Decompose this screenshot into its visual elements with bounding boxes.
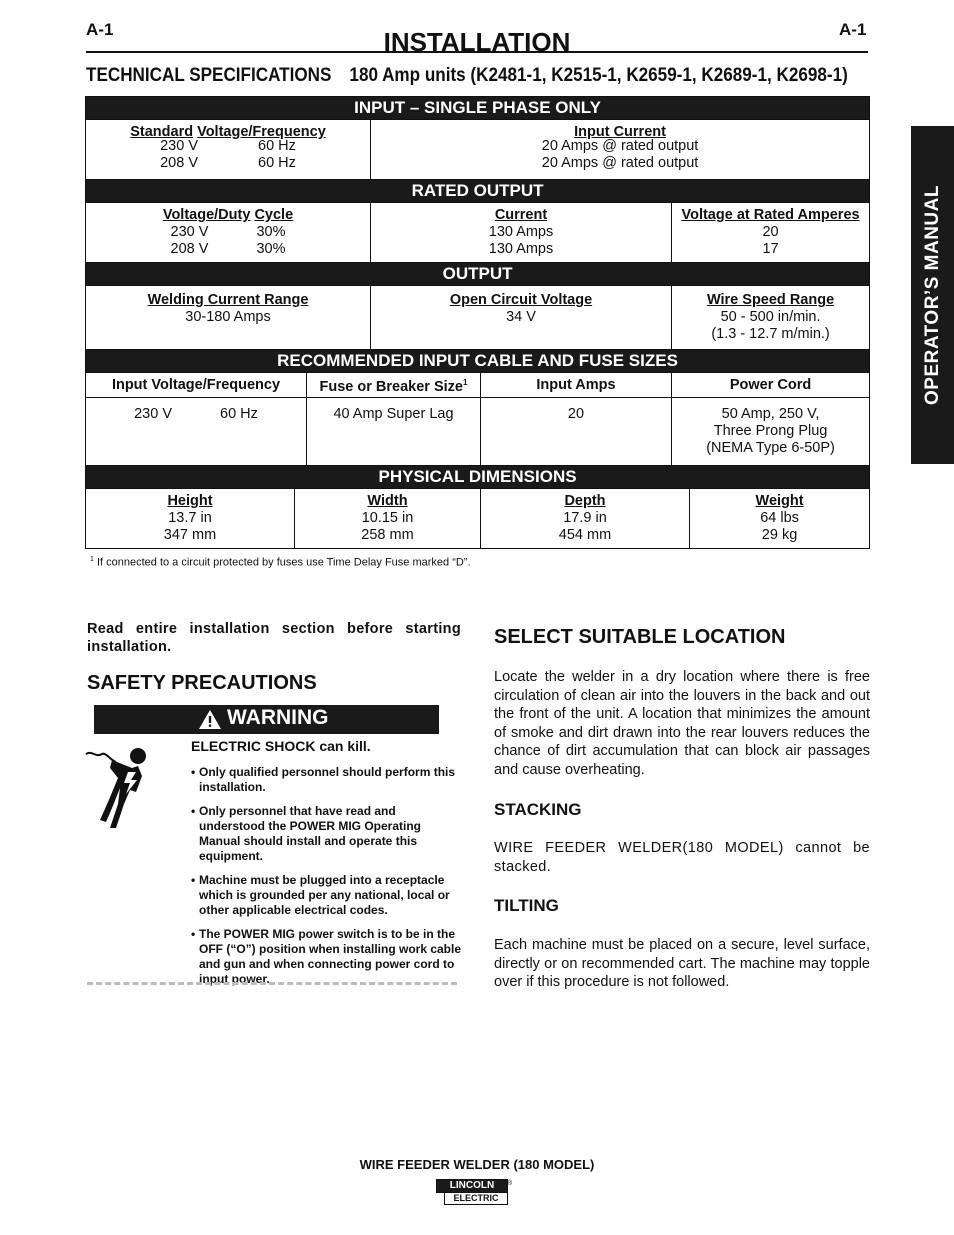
read-first-note: Read entire installation section before starting installation. — [87, 621, 461, 655]
side-tab — [911, 126, 954, 464]
logo-bottom: ELECTRIC — [444, 1192, 508, 1205]
section-divider — [87, 982, 457, 985]
cable-section-title: RECOMMENDED INPUT CABLE AND FUSE SIZES — [86, 350, 870, 373]
input-head-current: Input Current — [574, 124, 666, 140]
rated-section-title: RATED OUTPUT — [86, 180, 870, 203]
rated-duty-2: 30% — [256, 241, 286, 257]
input-voltage-cell — [86, 120, 371, 180]
phys-height-mm: 347 mm — [163, 527, 217, 543]
cable-cord-2: Three Prong Plug — [713, 423, 828, 439]
input-voltage-2: 208 V — [160, 155, 198, 171]
input-voltage-1: 230 V — [160, 138, 198, 154]
phys-depth-in: 17.9 in — [563, 510, 607, 526]
phys-weight-cell — [690, 489, 870, 549]
phys-depth-cell — [481, 489, 690, 549]
rated-current-1: 130 Amps — [488, 224, 554, 240]
cable-cord-1: 50 Amp, 250 V, — [721, 406, 820, 422]
output-wire-1: 50 - 500 in/min. — [720, 309, 821, 325]
footnote-text: If connected to a circuit protected by fuses use Time Delay Fuse marked “D”. — [96, 556, 471, 569]
phys-head-weight: Weight — [755, 493, 804, 509]
electric-shock-icon — [84, 744, 154, 834]
rated-head-voltage-duty: Voltage/Duty — [162, 207, 251, 223]
logo-registered: ® — [507, 1180, 513, 1187]
phys-head-height: Height — [167, 493, 213, 509]
input-freq-1: 60 Hz — [258, 138, 296, 154]
cable-fuse: 40 Amp Super Lag — [307, 398, 481, 466]
warning-bullet: • The POWER MIG power switch is to be in the OFF (“O”) position when installing work cable and gun and when connecting power cord to input power. — [191, 927, 461, 987]
output-head-ocv: Open Circuit Voltage — [449, 292, 593, 308]
specs-heading-right: 180 Amp units (K2481-1, K2515-1, K2659-1, K2689-1, K2698-1) — [349, 65, 848, 86]
output-head-range: Welding Current Range — [147, 292, 309, 308]
stacking-heading: STACKING — [494, 800, 582, 819]
spec-footnote — [90, 556, 471, 569]
specs-heading-left: TECHNICAL SPECIFICATIONS — [86, 65, 332, 86]
cable-head-fuse — [307, 373, 481, 398]
phys-height-in: 13.7 in — [168, 510, 212, 526]
cable-head-cord: Power Cord — [672, 373, 870, 398]
warning-bullet: • Only qualified personnel should perform this installation. — [191, 765, 461, 795]
location-heading: SELECT SUITABLE LOCATION — [494, 626, 786, 648]
output-range: 30-180 Amps — [185, 309, 271, 325]
cable-vf-cell — [86, 398, 307, 466]
output-range-cell — [86, 286, 371, 350]
rated-volts-1: 20 — [762, 224, 779, 240]
input-head-vf: Voltage/Frequency — [197, 124, 326, 140]
location-text: Locate the welder in a dry location where there is free circulation of clean air into the louvers in the back and out the front of the unit. A location that minimizes the amount of smoke and dirt drawn into the rear louvers reduces the chance of dirt accumulation that can block air passages and cause overheating. — [494, 669, 870, 778]
page-title: INSTALLATION — [383, 27, 571, 57]
rated-current-cell — [371, 203, 672, 263]
input-head-standard: Standard — [130, 124, 194, 140]
output-section-title: OUTPUT — [86, 263, 870, 286]
output-wire-cell — [672, 286, 870, 350]
cable-head-fuse-label: Fuse or Breaker Size — [319, 378, 463, 395]
rated-volts-cell — [672, 203, 870, 263]
page-code-right: A-1 — [839, 20, 867, 39]
warning-banner — [94, 705, 439, 734]
cable-head-fuse-sup: 1 — [463, 378, 468, 388]
page-code-left: A-1 — [86, 20, 114, 39]
cable-voltage: 230 V — [134, 406, 172, 422]
phys-weight-kg: 29 kg — [761, 527, 798, 543]
rated-voltage-1: 230 V — [170, 224, 209, 240]
input-current-1: 20 Amps @ rated output — [541, 138, 699, 154]
tilting-text: Each machine must be placed on a secure, level surface, directly or on recommended cart. The machine may topple over if this procedure is not followed. — [494, 937, 870, 991]
safety-heading: SAFETY PRECAUTIONS — [87, 672, 317, 694]
cable-freq: 60 Hz — [220, 406, 258, 422]
rated-voltage-2: 208 V — [170, 241, 209, 257]
cable-cord-cell — [672, 398, 870, 466]
rated-current-2: 130 Amps — [488, 241, 554, 257]
cable-cord-3: (NEMA Type 6-50P) — [706, 440, 835, 456]
rated-head-current: Current — [494, 207, 548, 223]
logo-top: LINCOLN — [436, 1179, 508, 1193]
warning-bullet: • Only personnel that have read and understood the POWER MIG Operating Manual should install and operate this equipment. — [191, 804, 461, 864]
warning-bullet: • Machine must be plugged into a receptacle which is grounded per any national, local or other applicable electrical codes. — [191, 873, 461, 918]
output-head-wire: Wire Speed Range — [706, 292, 835, 308]
cable-head-vf: Input Voltage/Frequency — [86, 373, 307, 398]
rated-voltage-cell — [86, 203, 371, 263]
spec-table — [85, 96, 870, 549]
physical-section-title: PHYSICAL DIMENSIONS — [86, 466, 870, 489]
rated-head-volts: Voltage at Rated Amperes — [681, 207, 860, 223]
input-section-title: INPUT – SINGLE PHASE ONLY — [86, 97, 870, 120]
input-current-2: 20 Amps @ rated output — [541, 155, 699, 171]
specs-heading — [86, 65, 848, 87]
phys-width-cell — [295, 489, 481, 549]
rated-volts-2: 17 — [762, 241, 779, 257]
input-freq-2: 60 Hz — [258, 155, 296, 171]
phys-height-cell — [86, 489, 295, 549]
phys-head-width: Width — [367, 493, 408, 509]
stacking-text: WIRE FEEDER WELDER(180 MODEL) cannot be stacked. — [494, 840, 870, 875]
lincoln-electric-logo — [436, 1179, 513, 1206]
output-wire-2: (1.3 - 12.7 m/min.) — [711, 326, 830, 342]
phys-depth-mm: 454 mm — [558, 527, 612, 543]
phys-head-depth: Depth — [564, 493, 606, 509]
cable-amps: 20 — [481, 398, 672, 466]
footer-title: WIRE FEEDER WELDER (180 MODEL) — [359, 1157, 595, 1172]
input-current-cell — [371, 120, 870, 180]
output-ocv-cell — [371, 286, 672, 350]
warning-label: WARNING — [227, 706, 329, 729]
rated-duty-1: 30% — [256, 224, 286, 240]
header-rule — [86, 51, 868, 53]
cable-head-amps: Input Amps — [481, 373, 672, 398]
phys-width-in: 10.15 in — [361, 510, 414, 526]
shock-heading: ELECTRIC SHOCK can kill. — [191, 738, 371, 754]
phys-weight-lbs: 64 lbs — [760, 510, 799, 526]
phys-width-mm: 258 mm — [361, 527, 414, 543]
rated-head-cycle: Cycle — [254, 207, 294, 223]
tilting-heading: TILTING — [494, 896, 559, 915]
warning-triangle-icon — [198, 709, 222, 730]
footnote-marker: 1 — [90, 556, 94, 563]
output-ocv: 34 V — [506, 309, 536, 325]
warning-text — [191, 739, 461, 996]
side-tab-label: OPERATOR’S MANUAL — [921, 185, 943, 405]
